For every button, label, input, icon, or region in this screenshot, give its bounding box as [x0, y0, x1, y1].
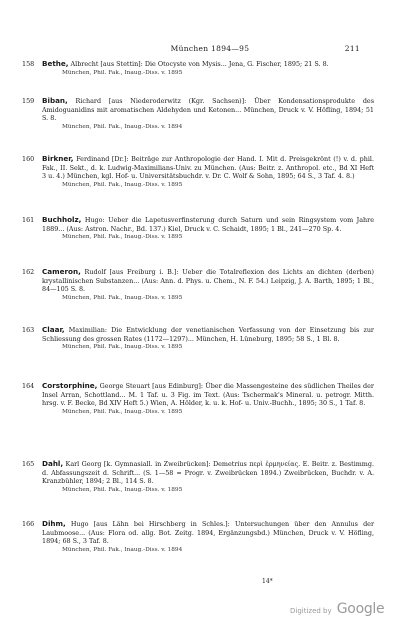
entry-number: 159 [22, 97, 35, 105]
entry-text: Karl Georg [k. Gymnasiall. in Zweibrücken]: Demetrius περὶ ἑρμηνείας. E. Beitr. z. Bestimmg. d. Abfassungszeit d. Schrift... (S. 1—58 = Progr. v. Zweibrücken 1894.) Zweibrücken, Buchdr. v. A. Kranzbühler, 1894; 2 Bl., 114 S. 8. [42, 460, 374, 486]
entry-body [42, 60, 374, 69]
entry-text: George Steuart [aus Edinburg]: Über die Massengesteine des südlichen Theiles der Insel Arran, Schottland... M. 1 Taf. u. 3 Fig. im Text. (Aus: Tschermak's Mineral. u. petrogr. Mitth. hrsg. v. F. Becke, Bd XIV Heft 5.) Wien, A. Hölder, k. u. k. Hof- u. Univ.-Buchh., 1895; 30 S., 1 Taf. 8. [42, 382, 374, 408]
author-name: Cameron, [42, 267, 81, 276]
entry-note: München, Phil. Fak., Inaug.-Diss. v. 1895 [62, 344, 183, 351]
entry-number: 161 [22, 216, 35, 224]
author-name: Dahl, [42, 459, 64, 468]
bibliography-entry [22, 520, 374, 554]
entry-body [42, 97, 374, 123]
entry-note: München, Phil. Fak., Inaug.-Diss. v. 1894 [62, 123, 183, 130]
entry-number: 158 [22, 60, 35, 68]
google-logo: Google [336, 601, 385, 617]
entry-text: Maximilian: Die Entwicklung der venetianischen Verfassung von der Einsetzung bis zur Schliessung des grossen Rates (1172—1297)... München, H. Lüneburg, 1895; 58 S., 1 Bl. 8. [42, 326, 374, 343]
entry-note: München, Phil. Fak., Inaug.-Diss. v. 1895 [62, 408, 183, 415]
entry-note: München, Phil. Fak., Inaug.-Diss. v. 1895 [62, 234, 183, 241]
author-name: Corstorphine, [42, 381, 98, 390]
entry-body [42, 155, 374, 181]
signature-mark: 14* [262, 578, 273, 585]
entry-text: Ferdinand [Dr.]: Beiträge zur Anthropologie der Hand. I. Mit d. Preisgekrönt (!) v. d. phil. Fak., II. Sekt., d. k. Ludwig-Maximilians-Univ. zu München. (Aus: Beitr. z. Anthropol. etc., Bd XI Heft 3 u. 4.) München, kgl. Hof- u. Universitätsbuchdr. v. Dr. C. Wolf & Sohn, 1895; 64 S., 3 Taf. 4. 8.) [42, 155, 374, 181]
author-name: Birkner, [42, 154, 74, 163]
bibliography-entry [22, 155, 374, 189]
entry-note: München, Phil. Fak., Inaug.-Diss. v. 1895 [62, 69, 183, 76]
entry-body [42, 326, 374, 343]
entry-body [42, 382, 374, 408]
watermark-prefix: Digitized by [290, 607, 332, 615]
entry-number: 166 [22, 520, 35, 528]
entry-text: Richard [aus Niederoderwitz (Kgr. Sachsen)]: Über Kondensationsprodukte des Amidoguanidins mit aromatischen Aldehyden und Ketonen... München, Druck v. V. Höfling, 1894; 51 S. 8. [42, 97, 374, 123]
entry-number: 160 [22, 155, 35, 163]
page-number: 211 [344, 44, 360, 53]
author-name: Bethe, [42, 59, 69, 68]
page-title: München 1894—95 [170, 44, 250, 53]
entry-body [42, 460, 374, 486]
author-name: Dihm, [42, 519, 66, 528]
bibliography-entry [22, 60, 374, 77]
author-name: Biban, [42, 96, 68, 105]
google-watermark [290, 598, 384, 617]
bibliography-entry [22, 460, 374, 494]
entry-text: Hugo [aus Lähn bei Hirschberg in Schles.]: Untersuchungen über den Annulus der Laubmoose... (Aus: Flora od. allg. Bot. Zeitg. 1894, Ergänzungsbd.) München, Druck v. V. Höfling, 1894; 68 S., 3 Taf. 8. [42, 520, 374, 546]
bibliography-entry [22, 268, 374, 302]
entry-number: 165 [22, 460, 35, 468]
entry-body [42, 520, 374, 546]
author-name: Buchholz, [42, 215, 82, 224]
entry-note: München, Phil. Fak., Inaug.-Diss. v. 1895 [62, 294, 183, 301]
entry-number: 164 [22, 382, 35, 390]
entry-note: München, Phil. Fak., Inaug.-Diss. v. 1894 [62, 546, 183, 553]
entry-body [42, 268, 374, 294]
bibliography-entry [22, 382, 374, 416]
bibliography-entry [22, 326, 374, 352]
entry-number: 162 [22, 268, 35, 276]
entry-note: München, Phil. Fak., Inaug.-Diss. v. 1895 [62, 486, 183, 493]
entry-body [42, 216, 374, 233]
entry-number: 163 [22, 326, 35, 334]
entry-note: München, Phil. Fak., Inaug.-Diss. v. 1895 [62, 181, 183, 188]
bibliography-entry [22, 97, 374, 131]
entry-text: Albrecht [aus Stettin]: Die Otocyste von Mysis... Jena, G. Fischer, 1895; 21 S. 8. [68, 60, 329, 68]
bibliography-entry [22, 216, 374, 242]
author-name: Claar, [42, 325, 65, 334]
entry-text: Rudolf [aus Freiburg i. B.]: Ueber die Totalreflexion des Lichts an dichten (derben) krystallinischen Substanzen... (Aus: Ann. d. Phys. u. Chem., N. F. 54.) Leipzig, J. A. Barth, 1895; 1 Bl., 84—105 S. 8. [42, 268, 374, 294]
entry-text: Hugo: Ueber die Lapetusverfinsterung durch Saturn und sein Ringsystem vom Jahre 1889... (Aus: Astron. Nachr., Bd. 137.) Kiel, Druck v. C. Schaidt, 1895; 1 Bl., 241—270 Sp. 4. [42, 216, 374, 233]
